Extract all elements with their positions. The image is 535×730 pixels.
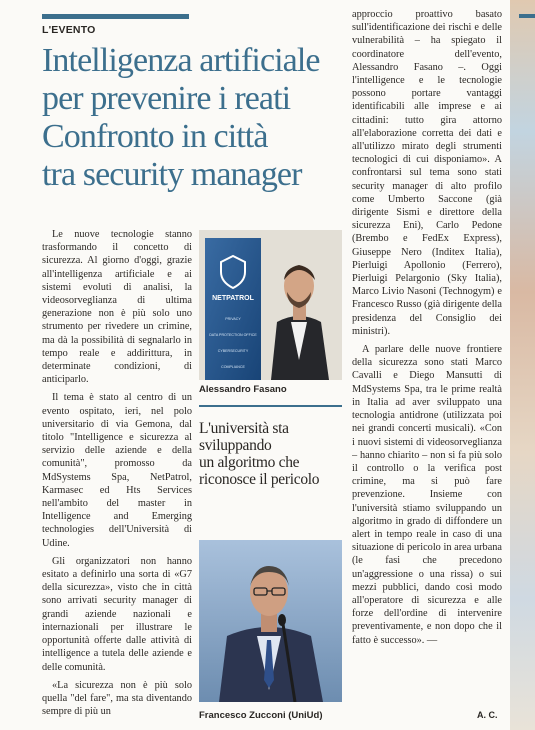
- photo-caption: Francesco Zucconi (UniUd): [199, 710, 323, 721]
- banner-item: CYBERSECURITY: [217, 349, 249, 353]
- photo-francesco-zucconi: [199, 540, 342, 702]
- article-paragraph: Il tema è stato al centro di un evento ospitato, ieri, nel polo universitario di via Gemona, dal titolo "Intelligence e sicurezza al servizio delle aziende e della comunità", promosso da MdSystems Spa, NetPatrol, Karmasec ed Hts Services nell'ambito del master in Intelligence and Emerging technologies dell'Università di Udine.: [42, 392, 192, 549]
- banner-item: COMPLIANCE: [221, 365, 245, 369]
- photo-alessandro-fasano-drawing: [199, 230, 342, 380]
- article-paragraph: A parlare delle nuove frontiere della sicurezza sono stati Marco Cavalli e Diego Mansutti di MdSystems Spa, tra le prime realtà in Italia ad aver sviluppato una tecnologia antidrone (utilizzata poi nei grandi concerti musicali). «Con i nuovi sistemi di videosorveglianza – hanno chiarito – non si fa più solo il controllo o la verifica post crimine, ma si può fare prevenzione. Insieme con l'università stiamo sviluppando un algoritmo in grado di diffondere un alert in tempo reale in caso di una situazione di pericolo in area urbana (le fasi che precedono un'aggressione o una rissa) o sui mezzi pubblici, dando così modo all'operatore di sicurezza e alle forze dell'ordine di intervenire preventivamente, e non dopo che il fatto è successo». —: [352, 344, 502, 646]
- subheadline-line: un algoritmo che: [199, 454, 300, 471]
- adjacent-page-edge: [510, 0, 535, 730]
- section-label: L'EVENTO: [42, 24, 96, 36]
- subheadline-line: riconosce il pericolo: [199, 471, 320, 488]
- photo-francesco-zucconi-drawing: [199, 540, 342, 702]
- article-paragraph: approccio proattivo basato sull'identificazione dei rischi e delle vulnerabilità – ha spiegato il coordinatore dell'evento, Alessandro Fasano –. Oggi l'intelligence e le tecnologie possono portare vantaggi identificabili alle imprese e ai cittadini: tutto gira attorno all'elaborazione corretta dei dati e all'utilizzo mirato degli strumenti tecnologici di cui disponiamo». A confrontarsi sul tema sono stati security manager di alto profilo come Umberto Saccone (già dirigente Sismi e direttore della sicurezza Eni), Carlo Pedone (Brembo e FedEx Express), Giuseppe Nero (Inditex Italia), Pierluigi Apollonio (Ferrero), Pierluigi Pelargonio (Sky Italia), Marco Livio Nasoni (Technogym) e Francesco Russo (già dirigente della presidenza del Consiglio dei ministri).: [352, 9, 502, 337]
- photo-alessandro-fasano: [199, 230, 342, 380]
- photo-caption: Alessandro Fasano: [199, 384, 287, 395]
- article-paragraph: Le nuove tecnologie stanno trasformando il concetto di sicurezza. Al giorno d'oggi, grazie all'intelligenza artificiale e ai sistemi evoluti di analisi, la videosorveglianza di ultima generazione non è più solo uno strumento per rivedere un crimine, ma dà la possibilità di segnalarlo in tempo reale e addirittura, in determinate condizioni, di anticiparlo.: [42, 229, 192, 386]
- article-paragraph: Gli organizzatori non hanno esitato a definirlo una sorta di «G7 della sicurezza», visto che in città sono arrivati security manager di grandi aziende nazionali e internazionali per illustrare le opportunità offerte dalle attività di intelligence a tutela delle aziende e delle comunità.: [42, 555, 192, 673]
- subheadline-line: sviluppando: [199, 437, 272, 454]
- headline: [42, 42, 357, 194]
- banner-item: DATA PROTECTION OFFICE: [209, 333, 257, 337]
- headline-line: tra security manager: [42, 156, 302, 193]
- author-signature: A. C.: [477, 710, 498, 720]
- article-column-1: [42, 228, 192, 728]
- headline-line: Confronto in città: [42, 118, 268, 155]
- subheadline: [199, 420, 349, 488]
- subheadline-line: L'università sta: [199, 420, 289, 437]
- banner-brand: NETPATROL: [212, 295, 254, 302]
- banner-item: PRIVACY: [225, 317, 241, 321]
- headline-line: per prevenire i reati: [42, 80, 291, 117]
- adjacent-page-rule: [519, 14, 535, 18]
- subheadline-rule: [199, 405, 342, 407]
- article-column-3: [352, 8, 502, 708]
- headline-line: Intelligenza artificiale: [42, 42, 320, 79]
- section-top-rule: [42, 14, 189, 19]
- article-paragraph: «La sicurezza non è più solo quella "del fare", ma sta diventando sempre di più un: [42, 679, 192, 718]
